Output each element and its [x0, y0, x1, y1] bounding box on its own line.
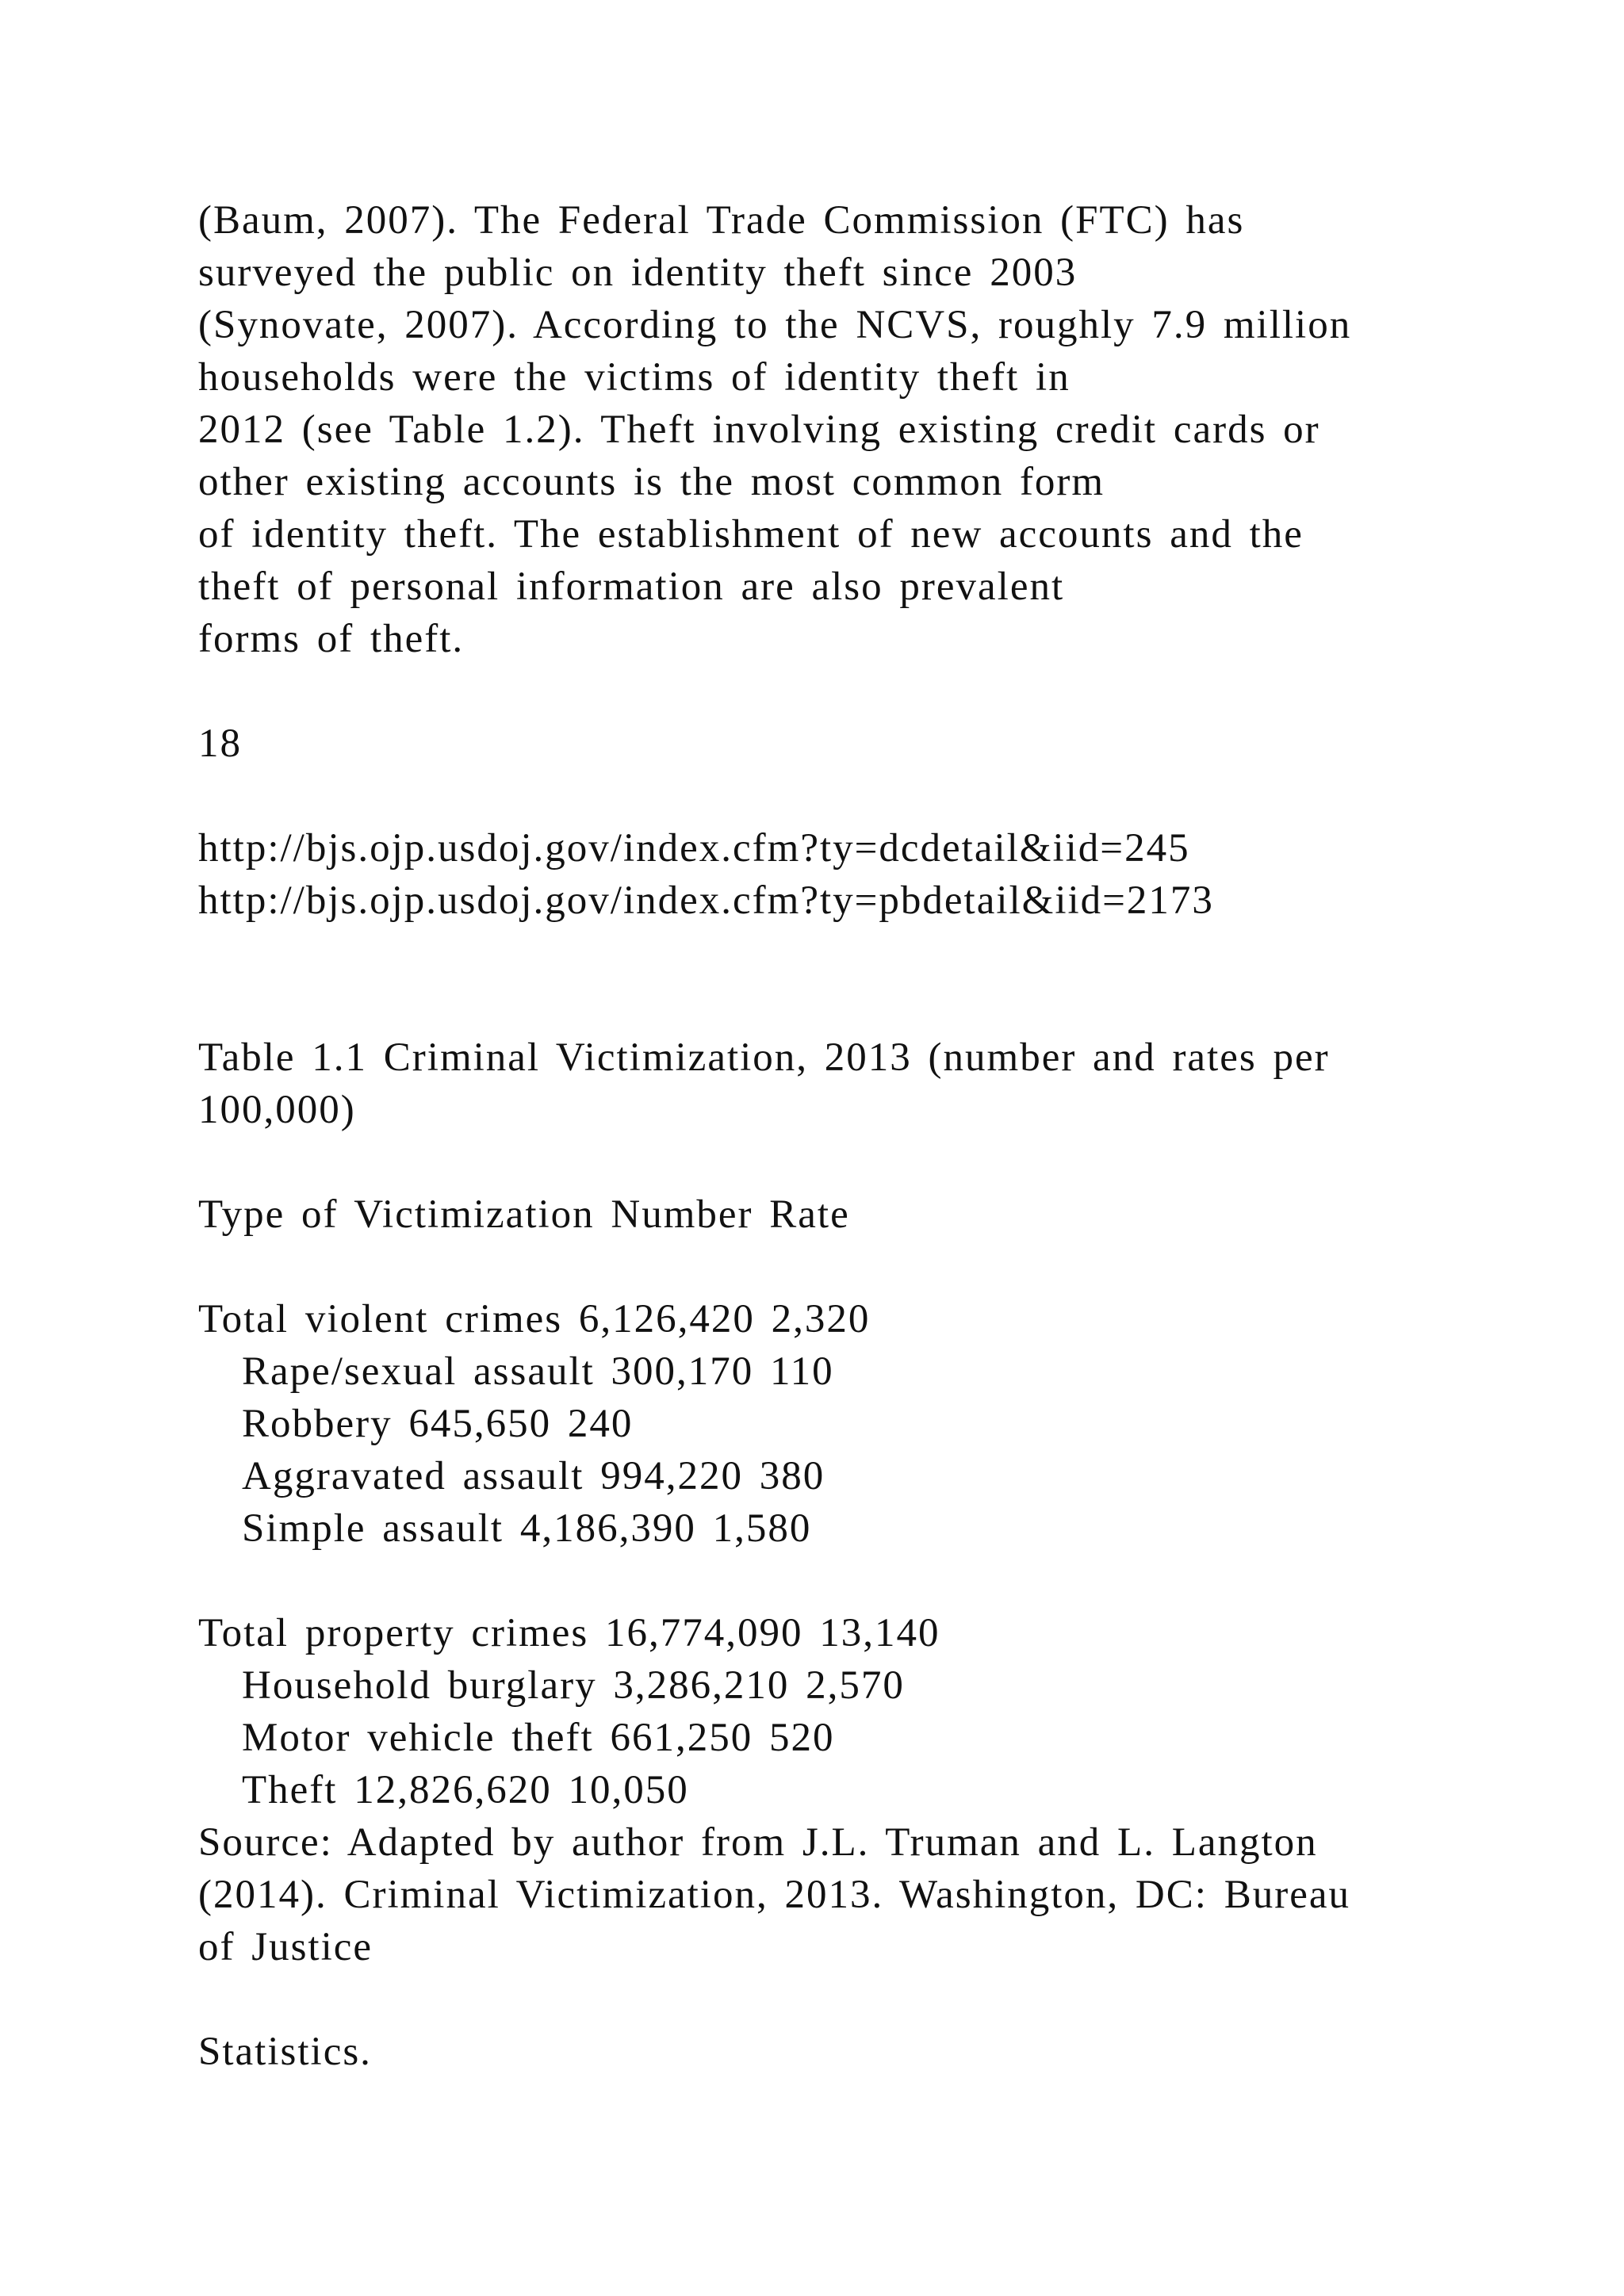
table-row: Robbery 645,650 240 — [242, 1402, 634, 1446]
paragraph-line: of identity theft. The establishment of new accounts and the — [198, 512, 1304, 557]
paragraph-line: other existing accounts is the most common form — [198, 460, 1105, 504]
body-paragraph — [198, 194, 1435, 665]
table-row: Simple assault 4,186,390 1,580 — [242, 1506, 812, 1551]
source-line: Source: Adapted by author from J.L. Truman and L. Langton — [198, 1820, 1318, 1865]
source-line-end: Statistics. — [198, 2030, 372, 2074]
table-header: Type of Victimization Number Rate — [198, 1192, 850, 1237]
table-row-total: Total violent crimes 6,126,420 2,320 — [198, 1297, 871, 1341]
reference-link[interactable]: http://bjs.ojp.usdoj.gov/index.cfm?ty=pbdetail&iid=2173 — [198, 878, 1214, 923]
victimization-table — [198, 1031, 1435, 2078]
table-row: Motor vehicle theft 661,250 520 — [242, 1716, 835, 1760]
table-row-total: Total property crimes 16,774,090 13,140 — [198, 1611, 940, 1655]
table-row: Rape/sexual assault 300,170 110 — [242, 1349, 834, 1394]
table-title — [198, 1031, 1435, 1136]
paragraph-line: 2012 (see Table 1.2). Theft involving existing credit cards or — [198, 408, 1320, 452]
paragraph-line: forms of theft. — [198, 617, 465, 661]
document-page — [198, 194, 1435, 2078]
table-row: Theft 12,826,620 10,050 — [242, 1768, 689, 1812]
paragraph-line: surveyed the public on identity theft since 2003 — [198, 251, 1078, 295]
table-row: Aggravated assault 994,220 380 — [242, 1454, 825, 1498]
paragraph-line: (Synovate, 2007). According to the NCVS, roughly 7.9 million — [198, 303, 1352, 347]
source-line: (2014). Criminal Victimization, 2013. Washington, DC: Bureau — [198, 1873, 1350, 1917]
paragraph-line: households were the victims of identity theft in — [198, 355, 1071, 400]
reference-link[interactable]: http://bjs.ojp.usdoj.gov/index.cfm?ty=dcdetail&iid=245 — [198, 826, 1190, 871]
table-source — [198, 1816, 1435, 1973]
paragraph-line: theft of personal information are also prevalent — [198, 564, 1065, 609]
reference-links — [198, 822, 1435, 927]
table-row: Household burglary 3,286,210 2,570 — [242, 1663, 905, 1708]
page-number: 18 — [198, 721, 242, 766]
violent-crimes-group — [198, 1293, 1435, 1555]
property-crimes-group — [198, 1607, 1435, 1816]
paragraph-line: (Baum, 2007). The Federal Trade Commission (FTC) has — [198, 198, 1245, 243]
table-title-line: Table 1.1 Criminal Victimization, 2013 (number and rates per — [198, 1035, 1330, 1080]
table-title-line: 100,000) — [198, 1088, 356, 1132]
source-line: of Justice — [198, 1925, 373, 1969]
